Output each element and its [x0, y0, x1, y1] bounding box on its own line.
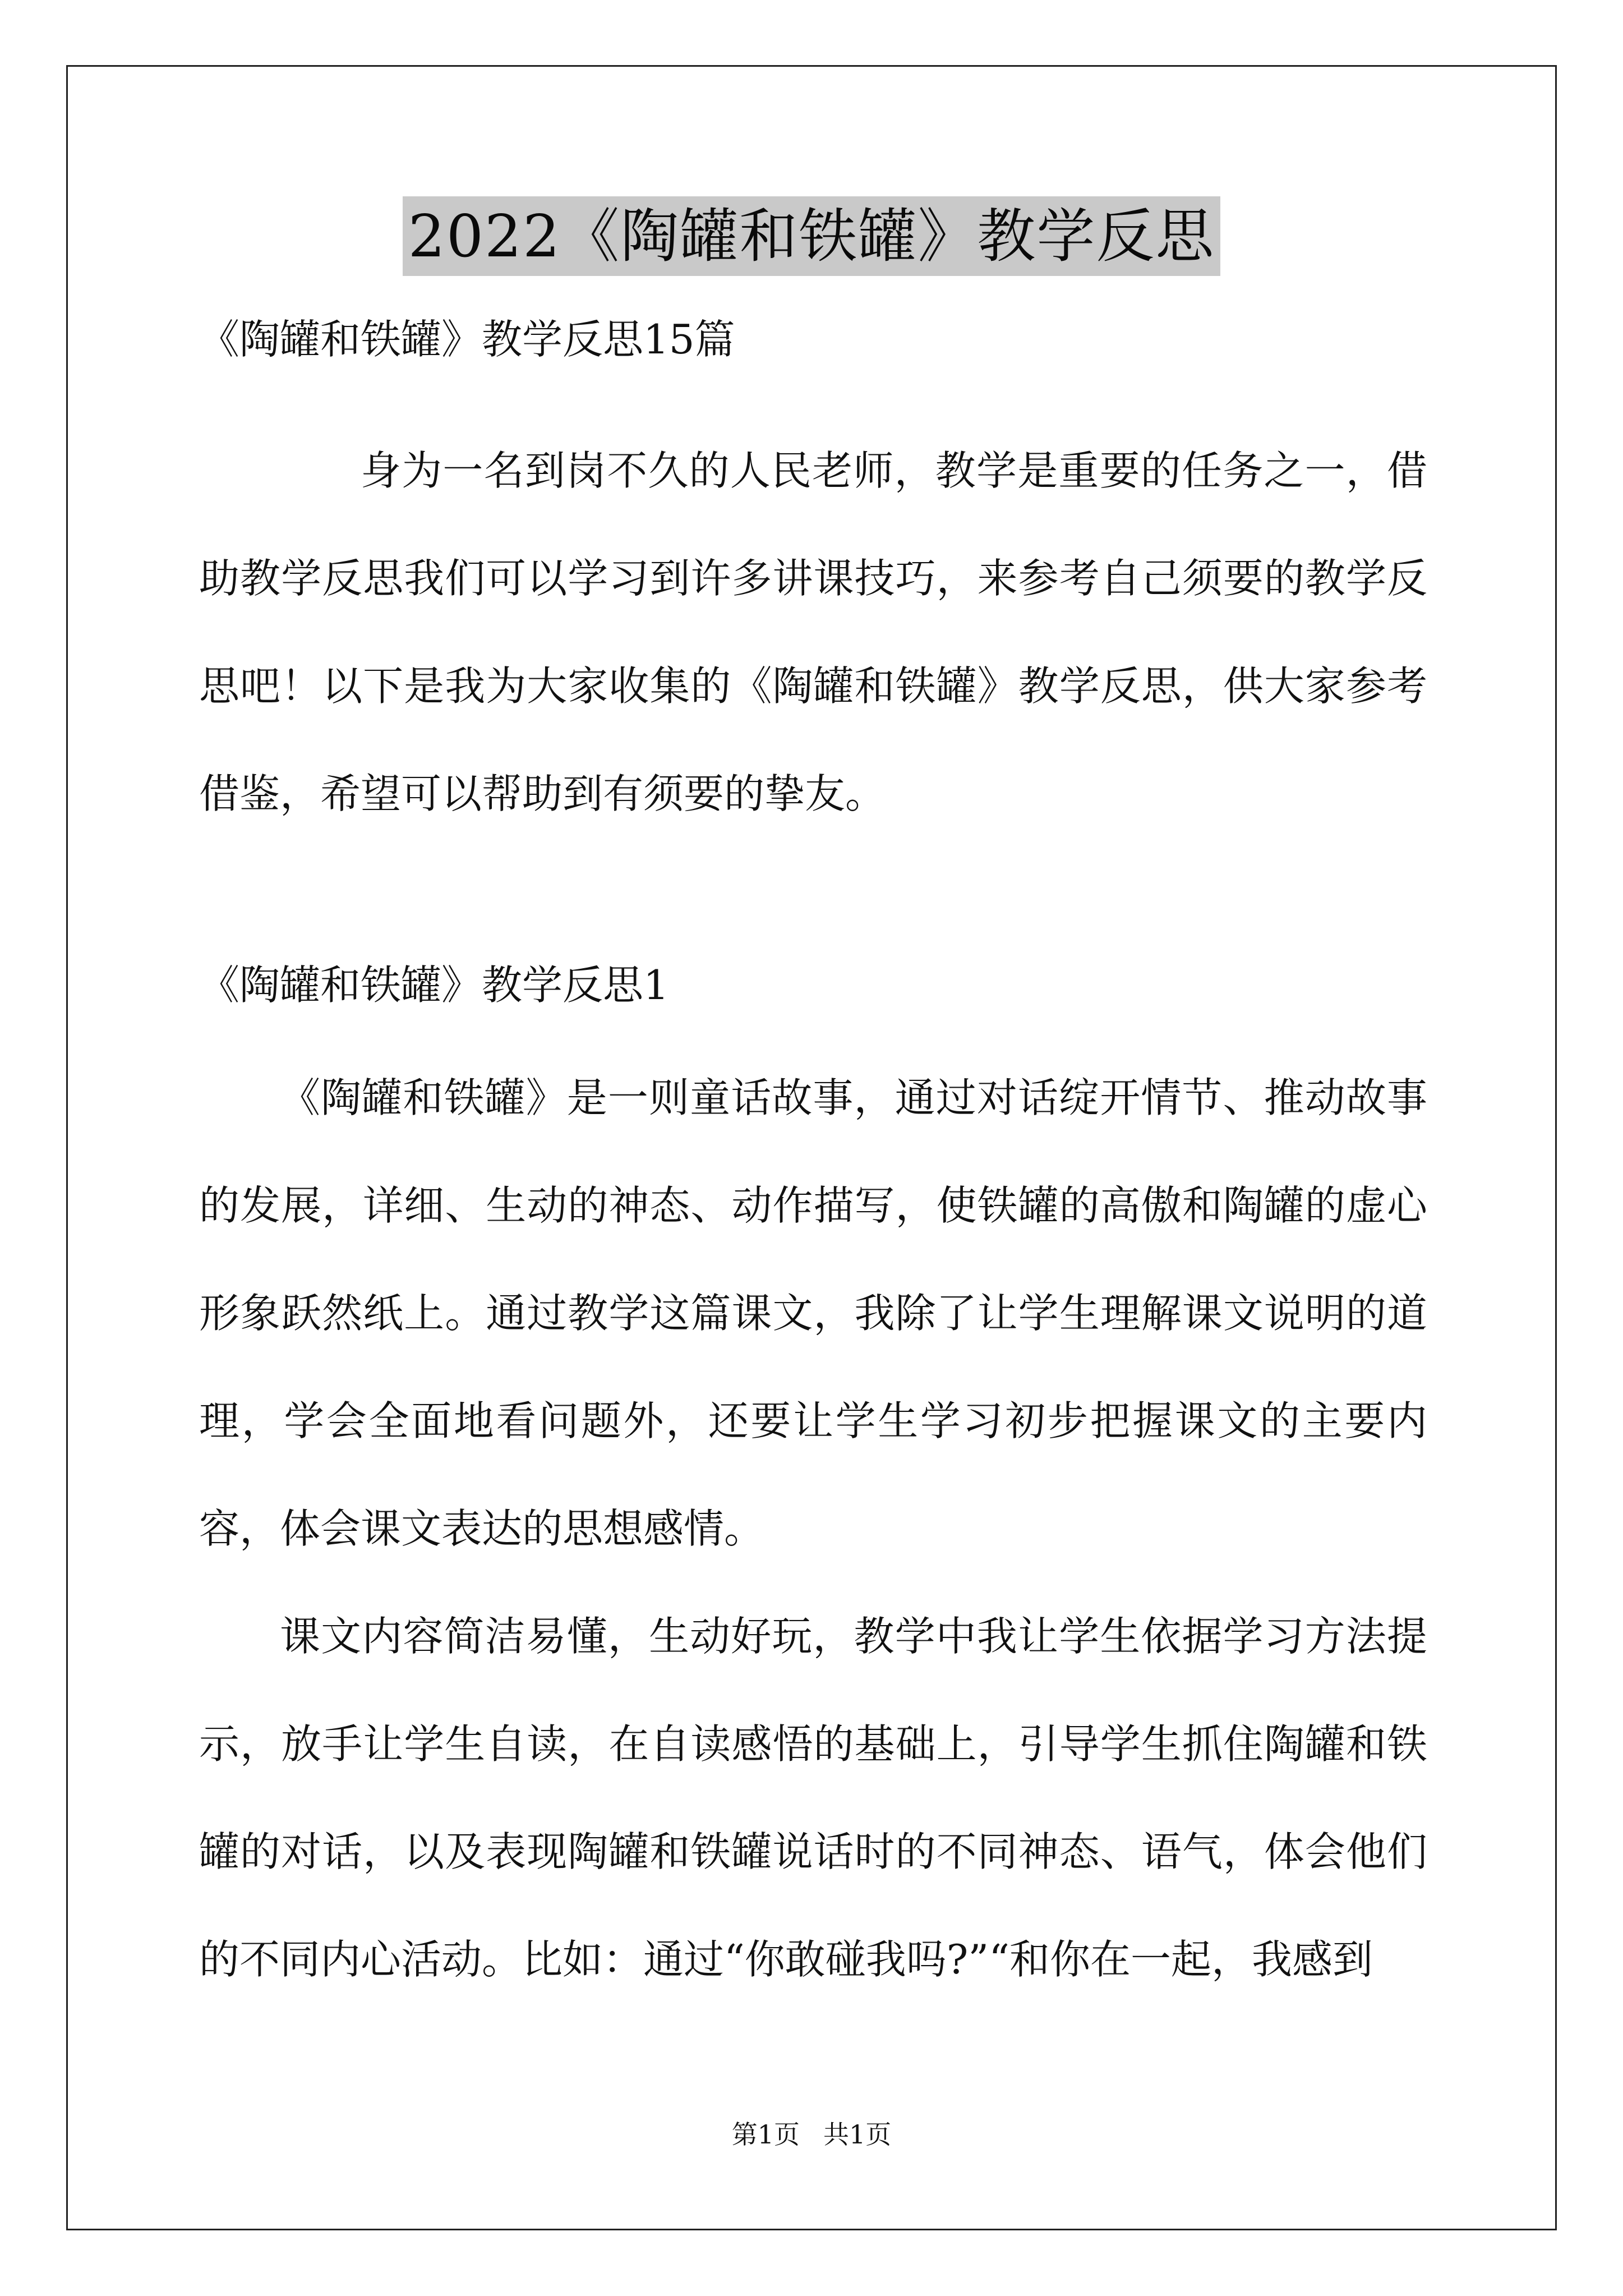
collection-subtitle: 《陶罐和铁罐》教学反思15篇: [199, 316, 735, 363]
intro-paragraph: 身为一名到岗不久的人民老师，教学是重要的任务之一，借助教学反思我们可以学习到许多讲课技巧，来参考自己须要的教学反思吧！以下是我为大家收集的《陶罐和铁罐》教学反思，供大家参考借鉴，希望可以帮助到有须要的挚友。: [199, 447, 1427, 817]
page-footer: [0, 2118, 1623, 2151]
page-number-current: 第1页: [731, 2119, 800, 2150]
section1-paragraph-1: 《陶罐和铁罐》是一则童话故事，通过对话绽开情节、推动故事的发展，详细、生动的神态、动作描写，使铁罐的高傲和陶罐的虚心形象跃然纸上。通过教学这篇课文，我除了让学生理解课文说明的道理，学会全面地看问题外，还要让学生学习初步把握课文的主要内容，体会课文表达的思想感情。: [199, 1074, 1427, 1552]
document-body: [199, 314, 1427, 2013]
section1-paragraph-2: 课文内容简洁易懂，生动好玩，教学中我让学生依据学习方法提示，放手让学生自读，在自读感悟的基础上，引导学生抓住陶罐和铁罐的对话，以及表现陶罐和铁罐说话时的不同神态、语气，体会他们的不同内心活动。比如：通过“你敢碰我吗?”“和你在一起，我感到: [199, 1613, 1427, 1983]
page-number-total: 共1页: [823, 2119, 892, 2150]
section-heading-1: 《陶罐和铁罐》教学反思1: [199, 961, 669, 1009]
title-container: [0, 196, 1623, 276]
document-title: 2022《陶罐和铁罐》教学反思: [403, 196, 1221, 276]
